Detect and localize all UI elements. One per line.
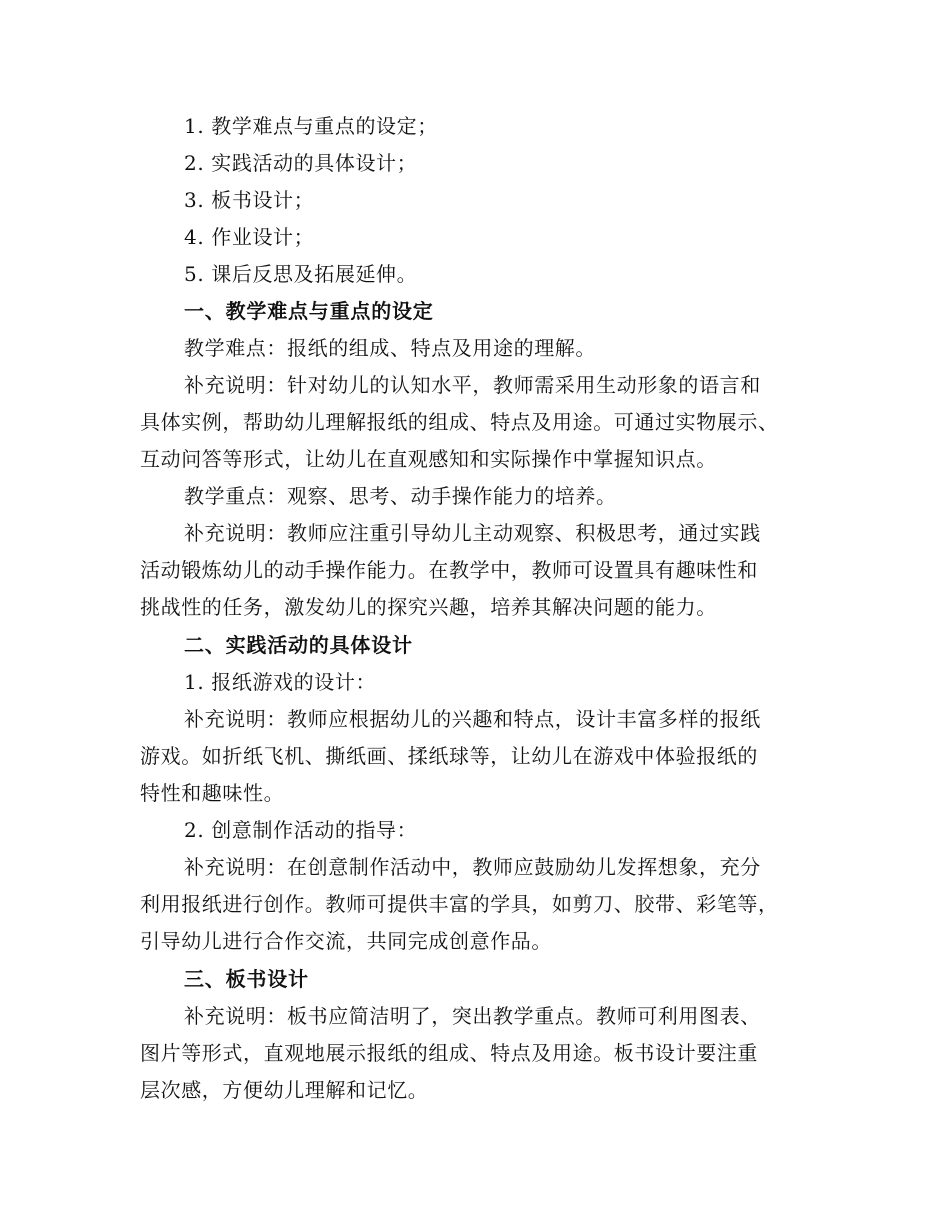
section-3-heading: 三、板书设计 xyxy=(184,967,309,991)
focus-paragraph: 教学重点：观察、思考、动手操作能力的培养。 xyxy=(184,484,617,508)
section-2-note-1-line-2: 游戏。如折纸飞机、撕纸画、揉纸球等，让幼儿在游戏中体验报纸的 xyxy=(140,744,758,768)
section-2-note-2-line-2: 利用报纸进行创作。教师可提供丰富的学具，如剪刀、胶带、彩笔等， xyxy=(140,892,779,916)
section-3-note-line-2: 图片等形式，直观地展示报纸的组成、特点及用途。板书设计要注重 xyxy=(140,1041,758,1065)
section-2-subheading-2: 2. 创意制作活动的指导： xyxy=(184,818,418,842)
section-2-note-1-line-1: 补充说明：教师应根据幼儿的兴趣和特点，设计丰富多样的报纸 xyxy=(184,707,761,731)
section-1-note-2-line-2: 活动锻炼幼儿的动手操作能力。在教学中，教师可设置具有趣味性和 xyxy=(140,558,758,582)
outline-item-4: 4. 作业设计； xyxy=(184,225,315,249)
section-2-subheading-1: 1. 报纸游戏的设计： xyxy=(184,670,377,694)
section-2-note-2-line-1: 补充说明：在创意制作活动中，教师应鼓励幼儿发挥想象，充分 xyxy=(184,855,761,879)
outline-item-1: 1. 教学难点与重点的设定； xyxy=(184,114,438,138)
section-3-note-line-3: 层次感，方便幼儿理解和记忆。 xyxy=(140,1078,429,1102)
section-1-note-2-line-3: 挑战性的任务，激发幼儿的探究兴趣，培养其解决问题的能力。 xyxy=(140,595,717,619)
outline-item-2: 2. 实践活动的具体设计； xyxy=(184,151,418,175)
difficulty-paragraph: 教学难点：报纸的组成、特点及用途的理解。 xyxy=(184,336,596,360)
section-2-note-1-line-3: 特性和趣味性。 xyxy=(140,781,285,805)
section-1-note-2-line-1: 补充说明：教师应注重引导幼儿主动观察、积极思考，通过实践 xyxy=(184,521,761,545)
section-1-heading: 一、教学难点与重点的设定 xyxy=(184,299,434,323)
section-2-heading: 二、实践活动的具体设计 xyxy=(184,633,413,657)
section-2-note-2-line-3: 引导幼儿进行合作交流，共同完成创意作品。 xyxy=(140,929,552,953)
section-1-note-1-line-2: 具体实例，帮助幼儿理解报纸的组成、特点及用途。可通过实物展示、 xyxy=(140,410,779,434)
section-3-note-line-1: 补充说明：板书应简洁明了，突出教学重点。教师可利用图表、 xyxy=(184,1004,761,1028)
section-1-note-1-line-3: 互动问答等形式，让幼儿在直观感知和实际操作中掌握知识点。 xyxy=(140,447,717,471)
outline-item-3: 3. 板书设计； xyxy=(184,188,315,212)
section-1-note-1-line-1: 补充说明：针对幼儿的认知水平，教师需采用生动形象的语言和 xyxy=(184,373,761,397)
outline-item-5: 5. 课后反思及拓展延伸。 xyxy=(184,262,418,286)
